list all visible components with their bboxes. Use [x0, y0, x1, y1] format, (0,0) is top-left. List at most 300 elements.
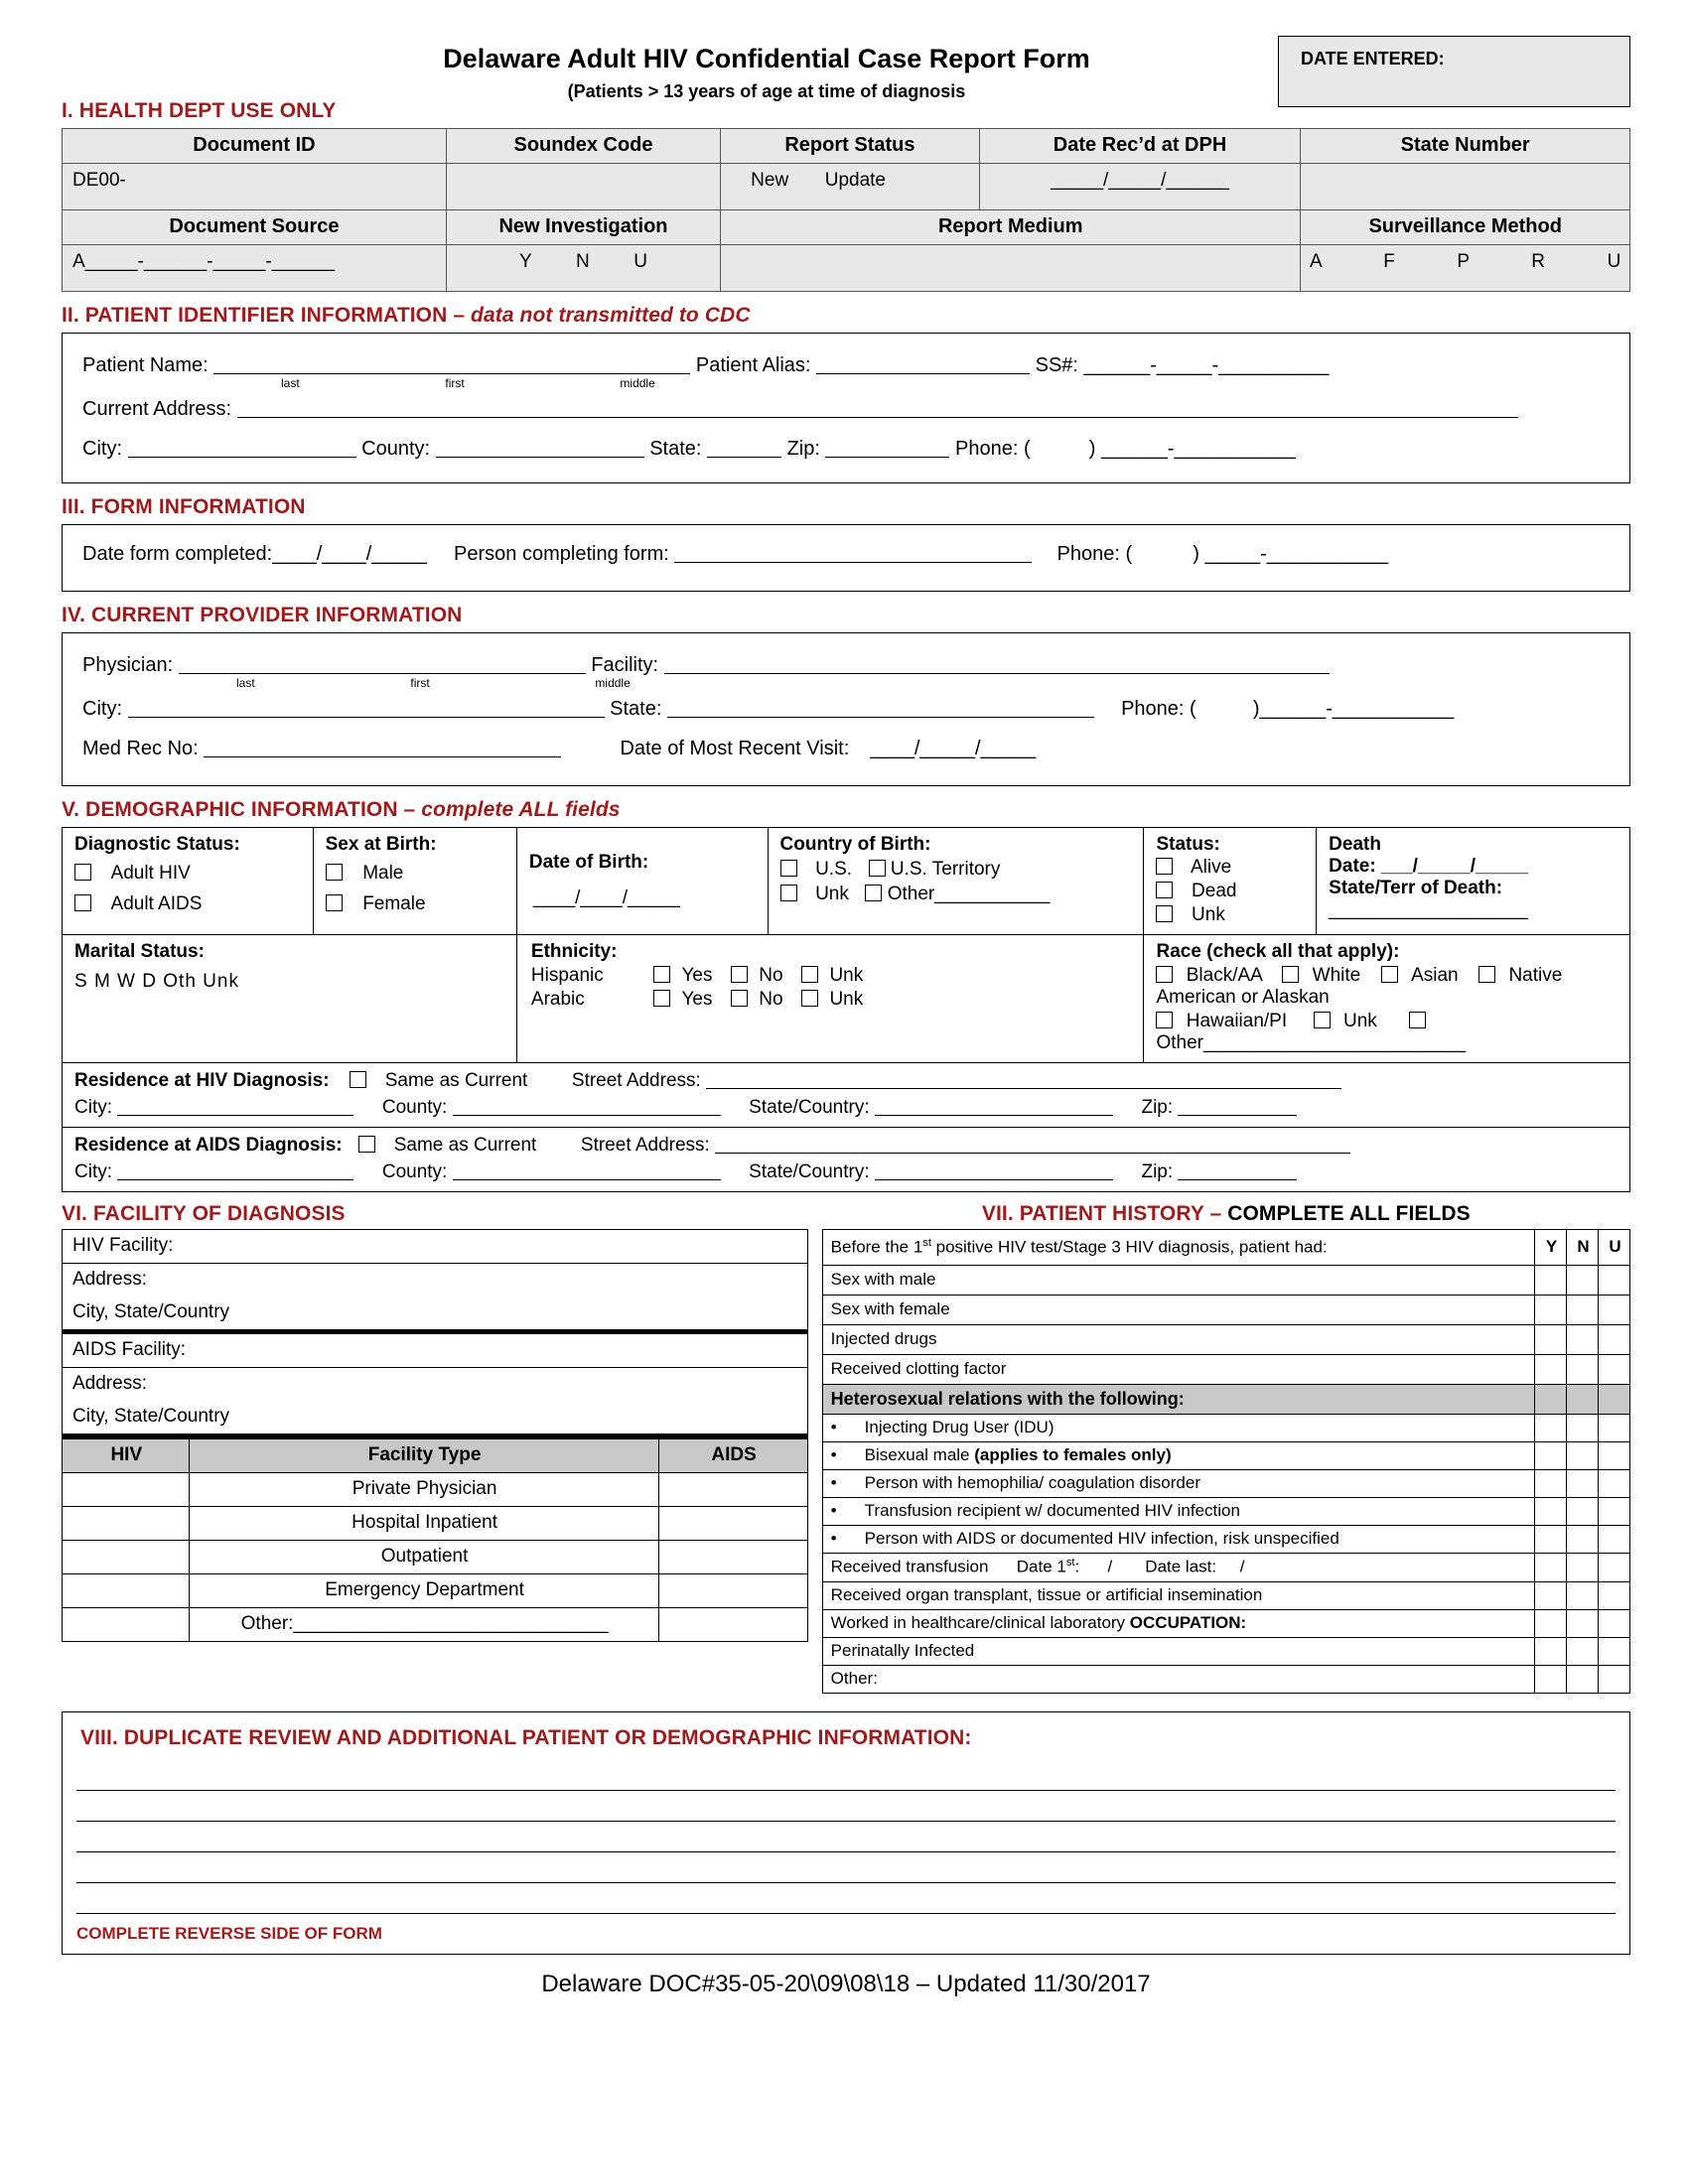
ethnicity-row-hispanic[interactable] — [531, 965, 1136, 987]
race-cell — [1144, 935, 1630, 1063]
section-6-heading: VI. FACILITY OF DIAGNOSIS — [62, 1202, 346, 1225]
residence-aids-row-2 — [74, 1160, 1621, 1183]
checkbox-residence-aids-same[interactable] — [358, 1136, 375, 1153]
cell-y[interactable] — [1535, 1581, 1567, 1609]
cap-middle: middle — [620, 376, 655, 390]
cap-last: last — [236, 676, 255, 690]
current-address-input[interactable] — [237, 398, 1518, 418]
res-aids-zip-input[interactable] — [1178, 1160, 1297, 1180]
state-number-value[interactable] — [1301, 164, 1630, 210]
ss-label: SS#: — [1035, 354, 1078, 376]
occupation-label[interactable]: OCCUPATION: — [1129, 1612, 1247, 1632]
title-block — [62, 30, 1630, 121]
res-aids-county-input[interactable] — [453, 1160, 721, 1180]
med-rec-label: Med Rec No: — [82, 738, 199, 759]
table-row — [63, 129, 1630, 164]
provider-city-input[interactable] — [128, 698, 605, 718]
label-residence-hiv-same: Same as Current — [384, 1070, 528, 1091]
page-title: Delaware Adult HIV Confidential Case Report Form — [443, 44, 1090, 73]
checkbox-unk-country[interactable] — [780, 885, 797, 901]
state-label: State: — [649, 438, 702, 460]
label-hispanic-no: No — [759, 965, 783, 986]
cell-u[interactable] — [1599, 1355, 1630, 1385]
patient-identifier-box — [62, 333, 1630, 483]
patient-name-input[interactable] — [213, 354, 690, 374]
checkbox-adult-hiv[interactable] — [74, 864, 91, 881]
cell-u[interactable] — [1599, 1415, 1630, 1442]
cell-n[interactable] — [1567, 1665, 1599, 1693]
table-row — [63, 1608, 808, 1642]
res-aids-state-input[interactable] — [875, 1160, 1113, 1180]
person-completing-label: Person completing form: — [454, 543, 669, 565]
cell-n[interactable] — [1567, 1609, 1599, 1637]
new-inv-n[interactable]: N — [575, 251, 590, 272]
section-2-heading-italic: data not transmitted to CDC — [471, 304, 751, 327]
checkbox-unk-status[interactable] — [1156, 905, 1173, 922]
cap-last: last — [281, 376, 300, 390]
table-row — [63, 828, 1630, 935]
marital-status-cell — [63, 935, 517, 1063]
label-us: U.S. — [815, 859, 853, 880]
label-arabic-no: No — [759, 989, 783, 1010]
table-row — [822, 1637, 1629, 1665]
provider-state-label: State: — [610, 698, 662, 720]
hiv-check-private-physician[interactable] — [63, 1473, 190, 1507]
table-row — [63, 1264, 808, 1297]
checkbox-arabic-unk[interactable] — [801, 990, 818, 1007]
city-county-row — [82, 429, 1614, 469]
history-injected-drugs: Injected drugs — [822, 1325, 1534, 1355]
history-received-transfusion: Received transfusion Date 1st: / Date last: / — [822, 1554, 1534, 1582]
hiv-check-other[interactable] — [63, 1608, 190, 1642]
cell-y[interactable] — [1535, 1325, 1567, 1355]
checkbox-alive[interactable] — [1156, 858, 1173, 875]
aids-check-other[interactable] — [658, 1608, 807, 1642]
checkbox-hawaiian-pi[interactable] — [1156, 1012, 1173, 1028]
aids-check-outpatient[interactable] — [658, 1541, 807, 1574]
cell-y[interactable] — [1535, 1266, 1567, 1296]
section-7-heading-red: VII. PATIENT HISTORY — [981, 1202, 1210, 1225]
country-of-birth-label: Country of Birth: — [779, 834, 931, 855]
residence-hiv-cell — [63, 1063, 1630, 1128]
history-healthcare-worker — [822, 1609, 1534, 1637]
ethnicity-row-arabic[interactable] — [531, 989, 1136, 1011]
aids-facility-row[interactable]: AIDS Facility: — [63, 1332, 808, 1368]
hiv-address-row[interactable]: Address: — [63, 1264, 808, 1297]
checkbox-us[interactable] — [780, 860, 797, 877]
street-address-aids-input[interactable] — [715, 1134, 1350, 1154]
cell-n[interactable] — [1567, 1296, 1599, 1325]
table-row — [822, 1385, 1629, 1415]
col-report-status: Report Status — [721, 129, 980, 164]
document-footer: Delaware DOC#35-05-20\09\08\18 – Updated 11/30/2017 — [541, 1970, 1151, 1997]
history-other[interactable]: Other: — [822, 1665, 1534, 1693]
col-soundex: Soundex Code — [446, 129, 720, 164]
status-option-1[interactable] — [1156, 881, 1308, 902]
table-row — [63, 1128, 1630, 1192]
hiv-check-outpatient[interactable] — [63, 1541, 190, 1574]
death-cell — [1317, 828, 1630, 935]
diagnostic-status-option-0[interactable] — [74, 863, 305, 885]
death-label: Death — [1329, 834, 1381, 855]
report-status-new[interactable]: New — [751, 170, 789, 191]
label-alive: Alive — [1190, 857, 1232, 878]
cell-n[interactable] — [1567, 1526, 1599, 1554]
checkbox-us-territory[interactable] — [869, 860, 886, 877]
race-row-2[interactable] — [1156, 1011, 1621, 1054]
residence-aids-row-1 — [74, 1134, 1621, 1157]
med-rec-input[interactable] — [204, 738, 561, 757]
date-of-birth-input[interactable]: ____/____/_____ — [532, 887, 680, 908]
checkbox-other-country[interactable] — [865, 885, 882, 901]
cap-first: first — [410, 676, 430, 690]
sections-6-7-wrapper — [62, 1202, 1630, 1694]
res-aids-city-input[interactable] — [117, 1160, 353, 1180]
hetero-item-bisexual-male-note: (applies to females only) — [974, 1445, 1172, 1464]
cell-n — [1567, 1385, 1599, 1415]
cell-y[interactable] — [1535, 1442, 1567, 1470]
checkbox-hispanic-yes[interactable] — [653, 966, 670, 983]
new-inv-u[interactable]: U — [633, 251, 647, 272]
patient-history-table — [822, 1229, 1630, 1694]
checkbox-other-race[interactable] — [1409, 1012, 1426, 1028]
cell-n[interactable] — [1567, 1637, 1599, 1665]
facility-type-table — [62, 1438, 808, 1642]
state-input[interactable] — [707, 438, 781, 458]
document-id-value[interactable]: DE00- — [63, 164, 447, 210]
res-hiv-county-input[interactable] — [453, 1096, 721, 1116]
col-date-recd: Date Rec’d at DPH — [979, 129, 1301, 164]
label-res-aids-county: County: — [381, 1161, 448, 1182]
section-7-heading-black: COMPLETE ALL FIELDS — [1227, 1202, 1471, 1225]
physician-input[interactable] — [179, 654, 586, 674]
surv-u[interactable]: U — [1607, 251, 1621, 272]
date-entered-box[interactable] — [1278, 36, 1630, 107]
label-adult-aids: Adult AIDS — [110, 893, 203, 914]
country-other-input[interactable]: ___________ — [934, 884, 1051, 904]
cell-y[interactable] — [1535, 1355, 1567, 1385]
checkbox-dead[interactable] — [1156, 882, 1173, 898]
table-row — [822, 1325, 1629, 1355]
table-row — [63, 210, 1630, 245]
cell-y[interactable] — [1535, 1665, 1567, 1693]
cell-y[interactable] — [1535, 1470, 1567, 1498]
form-phone-label: Phone: ( — [1056, 543, 1133, 565]
country-of-birth-cell — [768, 828, 1144, 935]
status-option-0[interactable] — [1156, 857, 1308, 879]
facility-type-hospital-inpatient: Hospital Inpatient — [189, 1507, 658, 1541]
section-8-box — [62, 1711, 1630, 1955]
surv-a[interactable]: A — [1310, 251, 1322, 272]
label-native-american: Native American or Alaskan — [1156, 965, 1563, 1008]
checkbox-unk-race[interactable] — [1314, 1012, 1331, 1028]
label-female: Female — [362, 893, 426, 914]
state-terr-death-label: State/Terr of Death: — [1329, 878, 1503, 898]
aids-check-emergency-department[interactable] — [658, 1574, 807, 1608]
label-arabic-yes: Yes — [681, 989, 713, 1010]
patient-alias-input[interactable] — [816, 354, 1030, 374]
physician-label: Physician: — [82, 654, 174, 676]
cell-u[interactable] — [1599, 1609, 1630, 1637]
cell-n[interactable] — [1567, 1498, 1599, 1526]
cell-y[interactable] — [1535, 1637, 1567, 1665]
street-address-hiv-input[interactable] — [706, 1069, 1341, 1089]
cell-u — [1599, 1385, 1630, 1415]
cell-n[interactable] — [1567, 1415, 1599, 1442]
aids-check-hospital-inpatient[interactable] — [658, 1507, 807, 1541]
section-5-heading-red: V. DEMOGRAPHIC INFORMATION — [62, 798, 404, 821]
country-row-2[interactable] — [780, 884, 1136, 905]
checkbox-adult-aids[interactable] — [74, 894, 91, 911]
blank-line-4[interactable] — [76, 1852, 1616, 1883]
date-form-completed-value[interactable]: ____/____/_____ — [272, 543, 427, 565]
table-row — [63, 1473, 808, 1507]
checkbox-white[interactable] — [1282, 966, 1299, 983]
surv-f[interactable]: F — [1383, 251, 1395, 272]
aids-city-state-row[interactable]: City, State/Country — [63, 1401, 808, 1436]
res-hiv-city-input[interactable] — [117, 1096, 353, 1116]
section-2-heading-red: II. PATIENT IDENTIFIER INFORMATION — [62, 304, 454, 327]
checkbox-residence-hiv-same[interactable] — [350, 1071, 366, 1088]
hiv-check-hospital-inpatient[interactable] — [63, 1507, 190, 1541]
hiv-city-state-row[interactable]: City, State/Country — [63, 1297, 808, 1332]
cell-u[interactable] — [1599, 1442, 1630, 1470]
dash: – — [453, 304, 472, 327]
soundex-value[interactable] — [446, 164, 720, 210]
residence-hiv-row-2 — [74, 1096, 1621, 1119]
provider-state-input[interactable] — [667, 698, 1094, 718]
label-other-country: Other — [887, 884, 935, 904]
phone-value[interactable]: ) ______-___________ — [1088, 438, 1296, 460]
report-status-update[interactable]: Update — [824, 170, 887, 191]
facility-of-diagnosis-table — [62, 1229, 808, 1438]
blank-line-2[interactable] — [76, 1791, 1616, 1822]
table-row — [822, 1415, 1629, 1442]
history-healthcare-worker-text: Worked in healthcare/clinical laboratory — [830, 1612, 1130, 1632]
table-row — [63, 1368, 808, 1402]
label-res-hiv-zip: Zip: — [1141, 1097, 1174, 1118]
label-res-aids-zip: Zip: — [1141, 1161, 1174, 1182]
cell-u[interactable] — [1599, 1296, 1630, 1325]
status-label: Status: — [1156, 834, 1220, 855]
zip-label: Zip: — [786, 438, 820, 460]
checkbox-hispanic-unk[interactable] — [801, 966, 818, 983]
label-street-address-hiv: Street Address: — [571, 1070, 701, 1091]
cell-u[interactable] — [1599, 1554, 1630, 1582]
cell-u[interactable] — [1599, 1470, 1630, 1498]
diagnostic-status-label: Diagnostic Status: — [74, 834, 240, 855]
facility-type-outpatient: Outpatient — [189, 1541, 658, 1574]
aids-check-private-physician[interactable] — [658, 1473, 807, 1507]
table-row — [63, 1439, 808, 1473]
hiv-facility-row[interactable]: HIV Facility: — [63, 1230, 808, 1264]
current-address-label: Current Address: — [82, 398, 232, 420]
demographic-table — [62, 827, 1630, 1192]
table-row — [63, 1541, 808, 1574]
status-option-2[interactable] — [1156, 904, 1308, 926]
blank-line-5[interactable] — [76, 1883, 1616, 1914]
aids-address-row[interactable]: Address: — [63, 1368, 808, 1402]
hetero-header: Heterosexual relations with the following: — [822, 1385, 1534, 1415]
cell-y[interactable] — [1535, 1415, 1567, 1442]
complete-reverse-note: COMPLETE REVERSE SIDE OF FORM — [76, 1923, 382, 1943]
label-arabic: Arabic — [530, 989, 585, 1010]
history-received-clotting-factor: Received clotting factor — [822, 1355, 1534, 1385]
hetero-item-hemophilia: • Person with hemophilia/ coagulation disorder — [822, 1470, 1534, 1498]
death-date-input[interactable]: Date: ___/_____/_____ — [1329, 856, 1528, 877]
date-of-birth-label: Date of Birth: — [528, 852, 649, 873]
county-input[interactable] — [436, 438, 644, 458]
label-unk-country: Unk — [815, 884, 849, 904]
col-y: Y — [1535, 1230, 1567, 1266]
diagnostic-status-option-1[interactable] — [74, 893, 305, 915]
table-row — [63, 1507, 808, 1541]
table-row — [822, 1266, 1629, 1296]
checkbox-arabic-no[interactable] — [731, 990, 748, 1007]
label-unk-status: Unk — [1192, 904, 1225, 925]
cell-u[interactable] — [1599, 1526, 1630, 1554]
facility-input[interactable] — [664, 654, 1330, 674]
patient-history-prompt: Before the 1st positive HIV test/Stage 3 HIV diagnosis, patient had: — [822, 1230, 1534, 1266]
cell-u[interactable] — [1599, 1581, 1630, 1609]
history-sex-with-male: Sex with male — [822, 1266, 1534, 1296]
provider-phone-value[interactable]: )______-___________ — [1252, 698, 1455, 720]
hiv-check-emergency-department[interactable] — [63, 1574, 190, 1608]
checkbox-arabic-yes[interactable] — [653, 990, 670, 1007]
checkbox-asian[interactable] — [1381, 966, 1398, 983]
cell-u[interactable] — [1599, 1665, 1630, 1693]
label-white: White — [1312, 965, 1361, 986]
surv-r[interactable]: R — [1531, 251, 1546, 272]
blank-line-3[interactable] — [76, 1822, 1616, 1852]
cell-y[interactable] — [1535, 1296, 1567, 1325]
table-row — [63, 1574, 808, 1608]
county-label: County: — [361, 438, 431, 460]
section-8-lines[interactable] — [63, 1760, 1629, 1914]
med-rec-row — [82, 729, 1614, 768]
facility-type-other[interactable] — [189, 1608, 658, 1642]
sex-at-birth-label: Sex at Birth: — [325, 834, 437, 855]
facility-other-input[interactable]: ______________________________ — [293, 1613, 609, 1634]
table-row — [63, 935, 1630, 1063]
checkbox-native-american[interactable] — [1478, 966, 1495, 983]
col-report-medium: Report Medium — [721, 210, 1301, 245]
race-row-1[interactable] — [1156, 965, 1621, 1009]
cell-n[interactable] — [1567, 1581, 1599, 1609]
table-row — [822, 1355, 1629, 1385]
cell-n[interactable] — [1567, 1442, 1599, 1470]
marital-status-options[interactable]: S M W D Oth Unk — [74, 971, 239, 992]
race-other-input[interactable]: _________________________ — [1203, 1032, 1467, 1053]
date-of-birth-cell — [516, 828, 768, 935]
table-row — [63, 164, 1630, 210]
blank-line-1[interactable] — [76, 1760, 1616, 1791]
diagnostic-status-cell — [63, 828, 314, 935]
cell-y — [1535, 1385, 1567, 1415]
cell-u[interactable] — [1599, 1498, 1630, 1526]
form-phone-value[interactable]: ) _____-___________ — [1193, 543, 1389, 565]
cell-y[interactable] — [1535, 1526, 1567, 1554]
sex-option-0[interactable] — [326, 863, 508, 885]
hetero-item-transfusion-recipient-text: Transfusion recipient w/ documented HIV infection — [864, 1501, 1240, 1520]
cell-n[interactable] — [1567, 1554, 1599, 1582]
checkbox-black-aa[interactable] — [1156, 966, 1173, 983]
cell-u[interactable] — [1599, 1266, 1630, 1296]
history-organ-transplant: Received organ transplant, tissue or artificial insemination — [822, 1581, 1534, 1609]
state-terr-death-input[interactable]: ___________________ — [1329, 899, 1528, 920]
city-input[interactable] — [128, 438, 356, 458]
most-recent-visit-value[interactable]: ____/_____/_____ — [870, 738, 1037, 759]
col-document-source: Document Source — [63, 210, 447, 245]
cell-n[interactable] — [1567, 1266, 1599, 1296]
date-recd-value[interactable]: _____/_____/______ — [979, 164, 1301, 210]
section-5-heading-italic: complete ALL fields — [421, 798, 621, 821]
cell-n[interactable] — [1567, 1325, 1599, 1355]
form-info-row — [82, 534, 1614, 574]
facility-label: Facility: — [591, 654, 659, 676]
current-address-row — [82, 389, 1614, 429]
table-row — [822, 1581, 1629, 1609]
surv-p[interactable]: P — [1457, 251, 1470, 272]
label-unk-race: Unk — [1342, 1011, 1377, 1031]
provider-information-box — [62, 632, 1630, 786]
person-completing-input[interactable] — [674, 543, 1032, 563]
label-hispanic-yes: Yes — [681, 965, 713, 986]
new-inv-y[interactable]: Y — [519, 251, 532, 272]
report-medium-value[interactable] — [721, 245, 1301, 292]
cell-u[interactable] — [1599, 1637, 1630, 1665]
cell-n[interactable] — [1567, 1470, 1599, 1498]
hetero-item-idu-text: Injecting Drug User (IDU) — [864, 1418, 1055, 1436]
section-7-column — [822, 1202, 1630, 1694]
section-4-heading: IV. CURRENT PROVIDER INFORMATION — [62, 604, 463, 626]
cell-y[interactable] — [1535, 1498, 1567, 1526]
checkbox-hispanic-no[interactable] — [731, 966, 748, 983]
hetero-item-bisexual-male: • Bisexual male (applies to females only) — [822, 1442, 1534, 1470]
report-status-options[interactable] — [721, 164, 980, 210]
cell-n[interactable] — [1567, 1355, 1599, 1385]
hetero-item-transfusion-recipient: • Transfusion recipient w/ documented HIV infection — [822, 1498, 1534, 1526]
cell-y[interactable] — [1535, 1609, 1567, 1637]
res-hiv-state-input[interactable] — [875, 1096, 1113, 1116]
document-source-value[interactable]: A_____-______-_____-______ — [63, 245, 447, 292]
page-subtitle: (Patients > 13 years of age at time of diagnosis — [567, 81, 966, 101]
new-investigation-options[interactable] — [446, 245, 720, 292]
table-row — [822, 1554, 1629, 1582]
hetero-item-person-with-aids: • Person with AIDS or documented HIV infection, risk unspecified — [822, 1526, 1534, 1554]
section-7-heading — [822, 1202, 1630, 1226]
table-row — [822, 1498, 1629, 1526]
table-row — [822, 1442, 1629, 1470]
checkbox-female[interactable] — [326, 894, 343, 911]
surveillance-method-options[interactable] — [1301, 245, 1630, 292]
ss-value[interactable]: ______-_____-__________ — [1083, 354, 1330, 376]
country-row-1[interactable] — [780, 859, 1136, 881]
checkbox-male[interactable] — [326, 864, 343, 881]
sex-option-1[interactable] — [326, 893, 508, 915]
residence-hiv-row-1 — [74, 1069, 1621, 1092]
cell-u[interactable] — [1599, 1325, 1630, 1355]
zip-input[interactable] — [825, 438, 949, 458]
patient-alias-label: Patient Alias: — [695, 354, 811, 376]
label-res-hiv-state: State/Country: — [749, 1097, 870, 1118]
cell-y[interactable] — [1535, 1554, 1567, 1582]
residence-aids-cell — [63, 1128, 1630, 1192]
res-hiv-zip-input[interactable] — [1178, 1096, 1297, 1116]
residence-hiv-label: Residence at HIV Diagnosis: — [74, 1070, 330, 1091]
label-res-hiv-county: County: — [381, 1097, 448, 1118]
col-surveillance-method: Surveillance Method — [1301, 210, 1630, 245]
